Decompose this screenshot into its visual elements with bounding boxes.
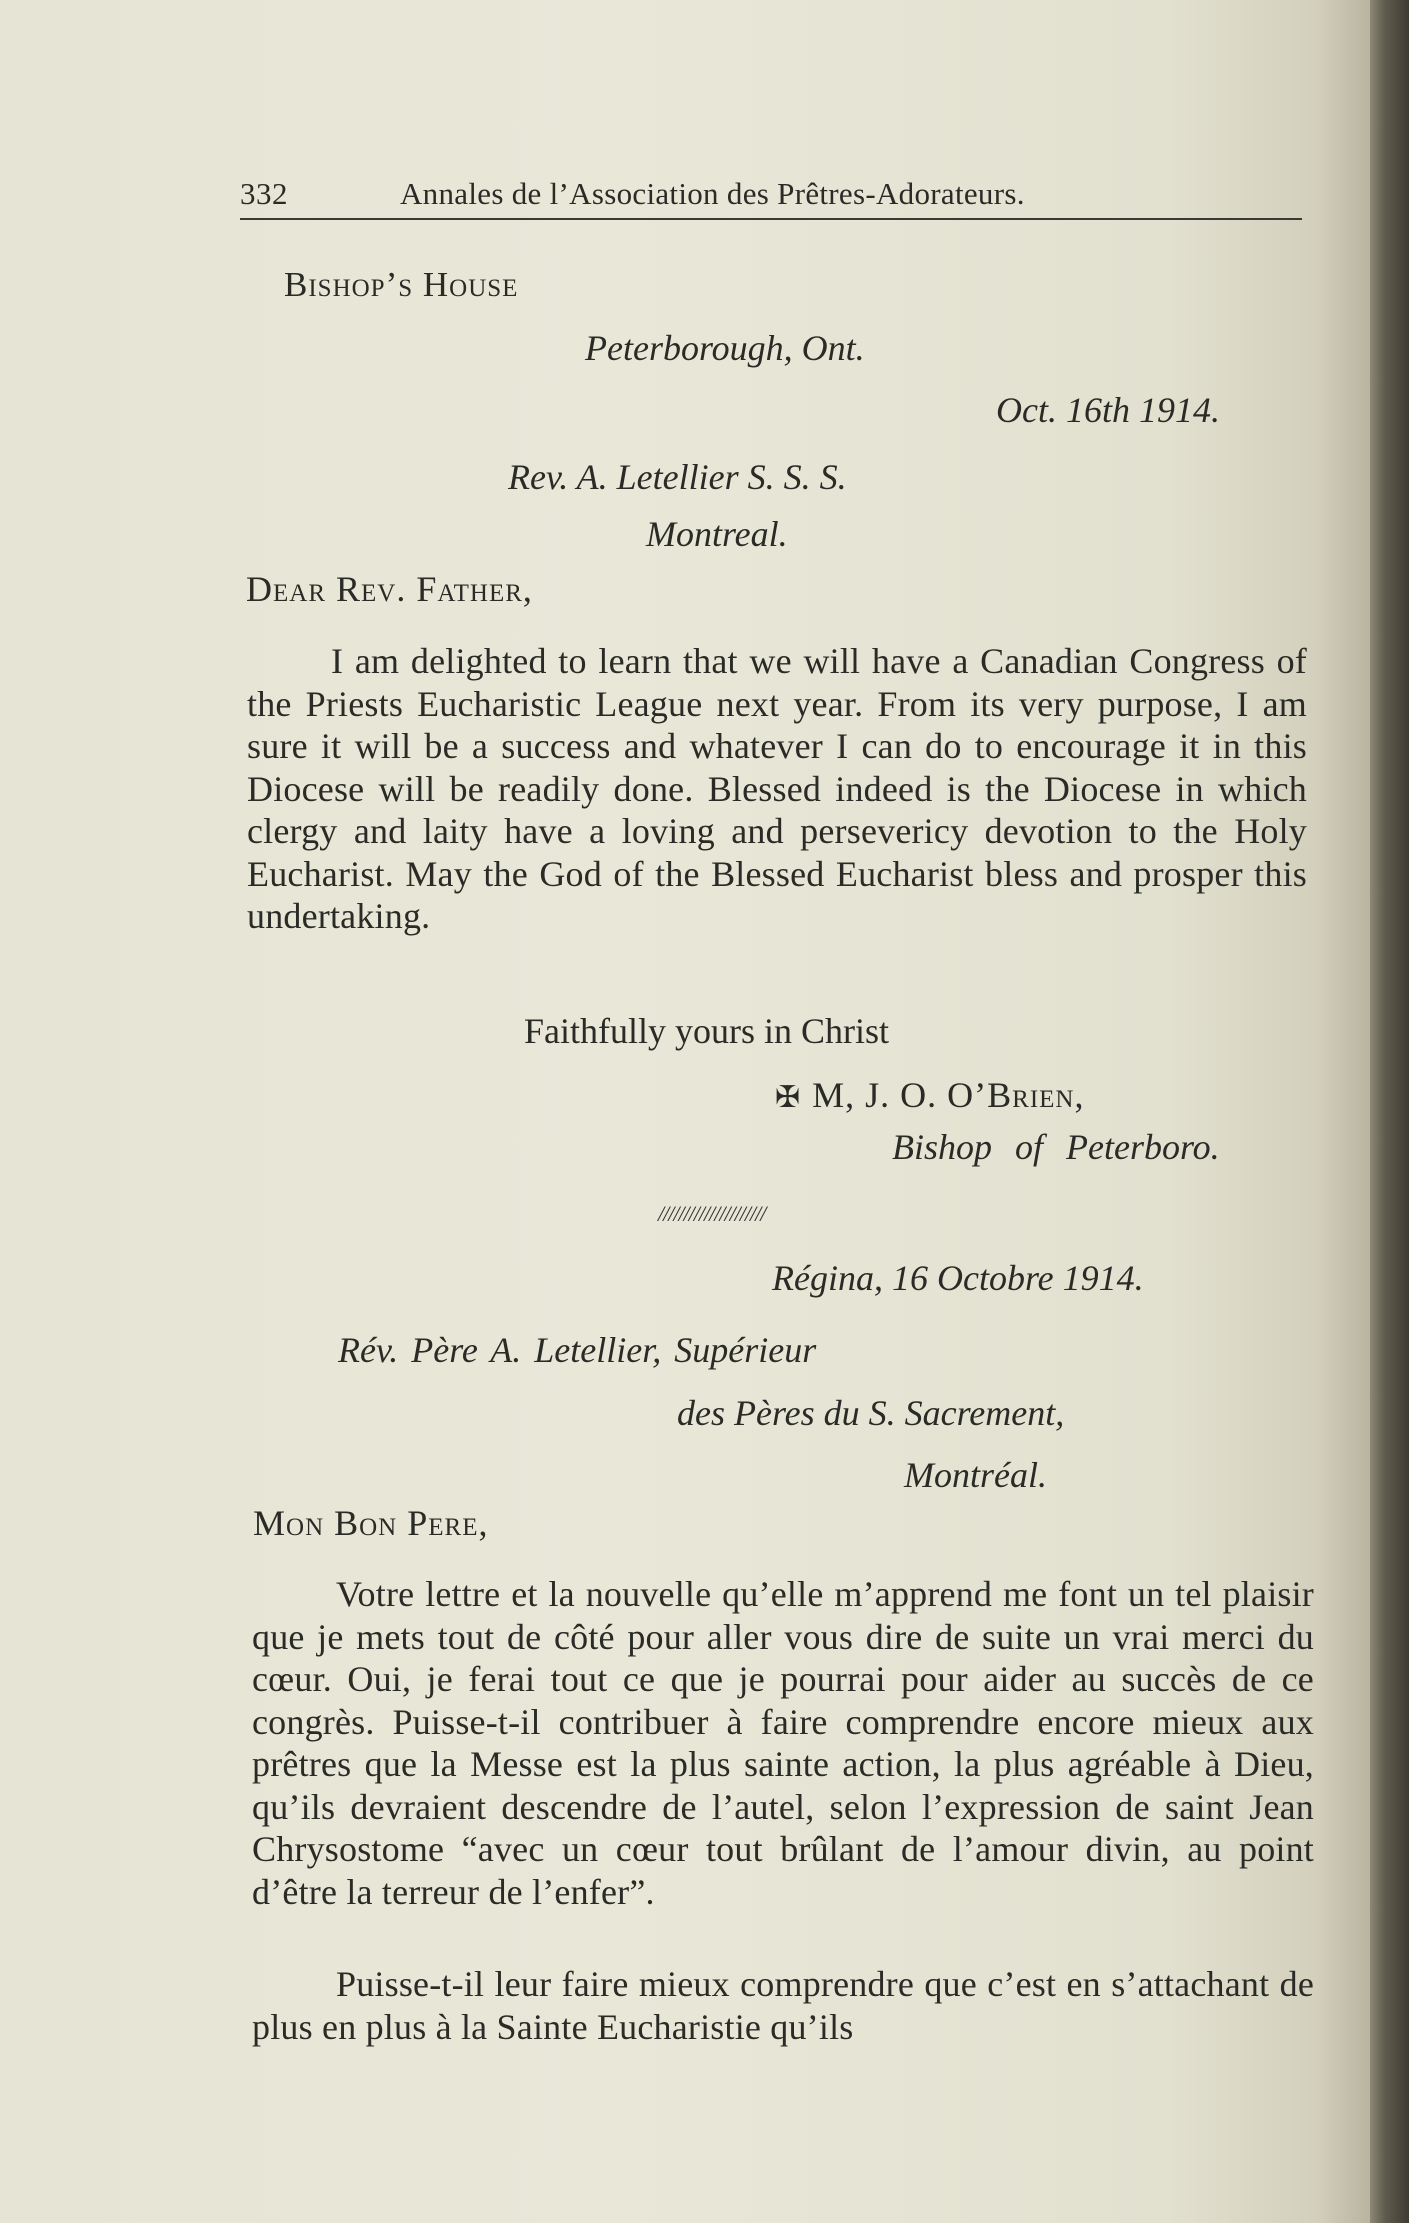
section-separator: /////////////////////: [658, 1201, 766, 1226]
letter2-recipient-line2: des Pères du S. Sacrement,: [677, 1393, 1065, 1433]
letter2-recipient-line1: Rév. Père A. Letellier, Supérieur: [338, 1330, 817, 1370]
letter1-salutation: Dear Rev. Father,: [246, 569, 533, 609]
letter1-recipient-city: Montreal.: [646, 514, 788, 554]
page-number: 332: [240, 176, 288, 211]
letter2-paragraph-2: Puisse-t-il leur faire mieux comprendre que c’est en s’attachant de plus en plus à la Sainte Eucharistie qu’ils: [252, 1964, 1314, 2047]
page-header: [240, 176, 1302, 220]
letter2-date: Régina, 16 Octobre 1914.: [772, 1258, 1144, 1298]
letter1-date: Oct. 16th 1914.: [996, 390, 1220, 430]
letter1-signature-title: Bishop of Peterboro.: [892, 1127, 1220, 1167]
letter1-signature: M, J. O. O’Brien,: [812, 1075, 1085, 1115]
page-binding-edge: [1370, 0, 1409, 2223]
running-title: Annales de l’Association des Prêtres-Adorateurs.: [400, 176, 1025, 211]
cross-icon: ✠: [775, 1081, 801, 1114]
letter1-place: Peterborough, Ont.: [585, 328, 865, 368]
letterhead: Bishop’s House: [284, 265, 519, 304]
letter1-closing: Faithfully yours in Christ: [524, 1011, 890, 1051]
letter1-body: I am delighted to learn that we will have a Canadian Congress of the Priests Eucharistic League next year. From its very purpose, I am sure it will be a success and whatever I can do to encourage it in this Diocese will be readily done. Blessed indeed is the Diocese in which clergy and laity have a loving and persevericy devotion to the Holy Eucharist. May the God of the Blessed Eucharist bless and prosper this undertaking.: [247, 641, 1307, 936]
letter2-salutation: Mon Bon Pere,: [253, 1503, 489, 1543]
letter2-recipient-city: Montréal.: [904, 1455, 1047, 1495]
letter1-recipient-name: Rev. A. Letellier S. S. S.: [508, 457, 847, 497]
letter2-paragraph-1: Votre lettre et la nouvelle qu’elle m’apprend me font un tel plaisir que je mets tout de côté pour aller vous dire de suite un vrai merci du cœur. Oui, je ferai tout ce que je pourrai pour aider au succès de ce congrès. Puisse-t-il contribuer à faire comprendre encore mieux aux prêtres que la Messe est la plus sainte action, la plus agréable à Dieu, qu’ils devraient descendre de l’autel, selon l’expression de saint Jean Chrysostome “avec un cœur tout brûlant de l’amour divin, au point d’être la terreur de l’enfer”.: [252, 1574, 1314, 1912]
letter1-signature-line: [775, 1074, 1084, 1116]
